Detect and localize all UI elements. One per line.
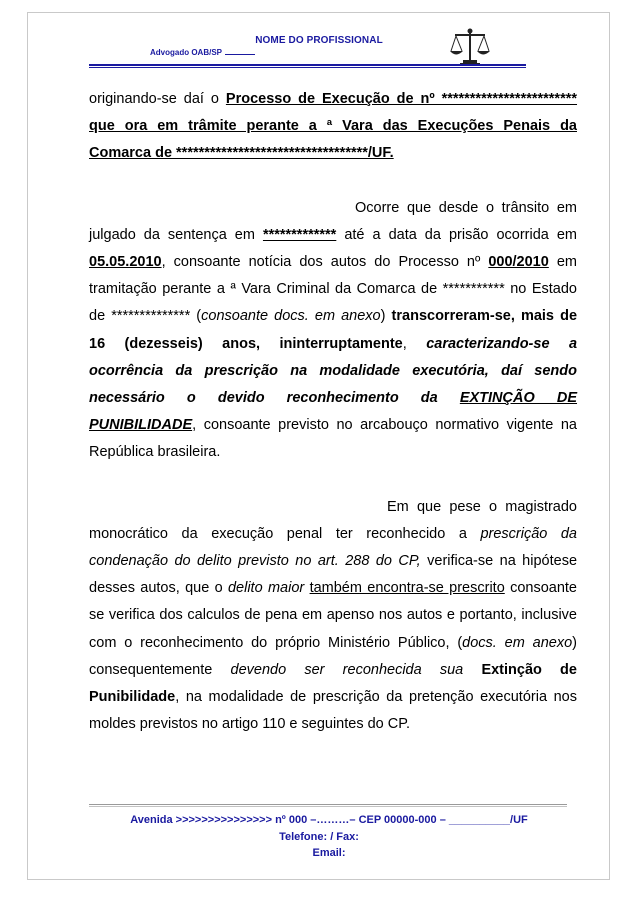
text-run: em tramitação perante a ª Vara Criminal da Comarca de *********** no Estado de ************** ( (89, 254, 577, 325)
sentence-date: ************* (262, 226, 337, 243)
text-run: Em que pese o magistrado monocrático da execução penal ter reconhecido a (89, 498, 577, 542)
text-run: , consoante previsto no arcabouço normativo vigente na República brasileira. (89, 417, 577, 461)
text-run: , na modalidade de prescrição da pretenção executória nos moldes previstos no artigo 110 e seguintes do CP. (89, 689, 577, 733)
paragraph-gap (89, 467, 577, 494)
process-reference: Processo de Execução de nº ************************ (225, 91, 578, 107)
oab-blank (225, 48, 255, 55)
extinction-heading: EXTINÇÃO DE PUNIBILIDADE (89, 390, 578, 434)
case-number: 000/2010 (488, 254, 549, 271)
text-run: verifica-se na hipótese desses autos, que o (89, 553, 578, 597)
district-reference: Comarca de **********************************/UF. (89, 145, 394, 162)
header-rule (89, 64, 526, 66)
text-run: caracterizando-se a ocorrência da prescrição na modalidade executória, daí sendo necessário o devido reconhecimento da (89, 335, 578, 407)
text-run: consoante docs. em anexo (201, 308, 381, 325)
court-reference: que ora em trâmite perante a ª Vara das Execuções Penais da (89, 118, 577, 135)
text-run (463, 662, 481, 678)
paragraph-process (89, 86, 577, 168)
arrest-date: 05.05.2010 (89, 254, 162, 271)
text-run: devendo ser reconhecida sua (230, 661, 464, 678)
text-run: Extinção de Punibilidade (89, 661, 577, 706)
text-run: Ocorre que desde o trânsito em julgado da sentença em (89, 199, 577, 243)
footer-rule-thin (89, 806, 567, 807)
text-run: delito maior (227, 580, 305, 597)
oab-registration (150, 48, 255, 57)
document-body (89, 86, 577, 738)
footer-email: Email: (312, 847, 346, 859)
text-run: ) (380, 308, 392, 325)
footer-phone: Telefone: / Fax: (279, 831, 359, 843)
paragraph-gap (89, 168, 577, 195)
scales-of-justice-icon (449, 27, 491, 67)
paragraph-prescription (89, 195, 577, 467)
text-run: , consoante notícia dos autos do Processo nº (161, 254, 489, 271)
text-run: transcorreram-se, mais de 16 (dezesseis) anos, ininterruptamente (89, 308, 578, 352)
text-run: ) consequentemente (89, 634, 577, 678)
text-run: originando-se daí o (89, 91, 226, 107)
professional-name: NOME DO PROFISSIONAL (255, 35, 383, 46)
paragraph-magistrate (89, 494, 577, 739)
text-run: , (402, 335, 427, 352)
header-rule-thin (89, 67, 526, 68)
text-run: prescrição da condenação do delito previsto no art. 288 do CP, (89, 525, 577, 570)
footer-rule (89, 804, 567, 805)
text-run: consoante se verifica dos calculos de pena em apenso nos autos e portanto, inclusive com o reconhecimento do próprio Ministério Público, ( (89, 580, 577, 651)
text-run: docs. em anexo (462, 634, 573, 651)
text-run: também encontra-se prescrito (309, 580, 505, 597)
text-run: até a data da prisão ocorrida em (336, 226, 578, 243)
footer-address: Avenida >>>>>>>>>>>>>>> nº 000 –………– CEP 00000-000 – __________/UF (130, 814, 528, 826)
oab-label: Advogado OAB/SP (150, 48, 223, 57)
